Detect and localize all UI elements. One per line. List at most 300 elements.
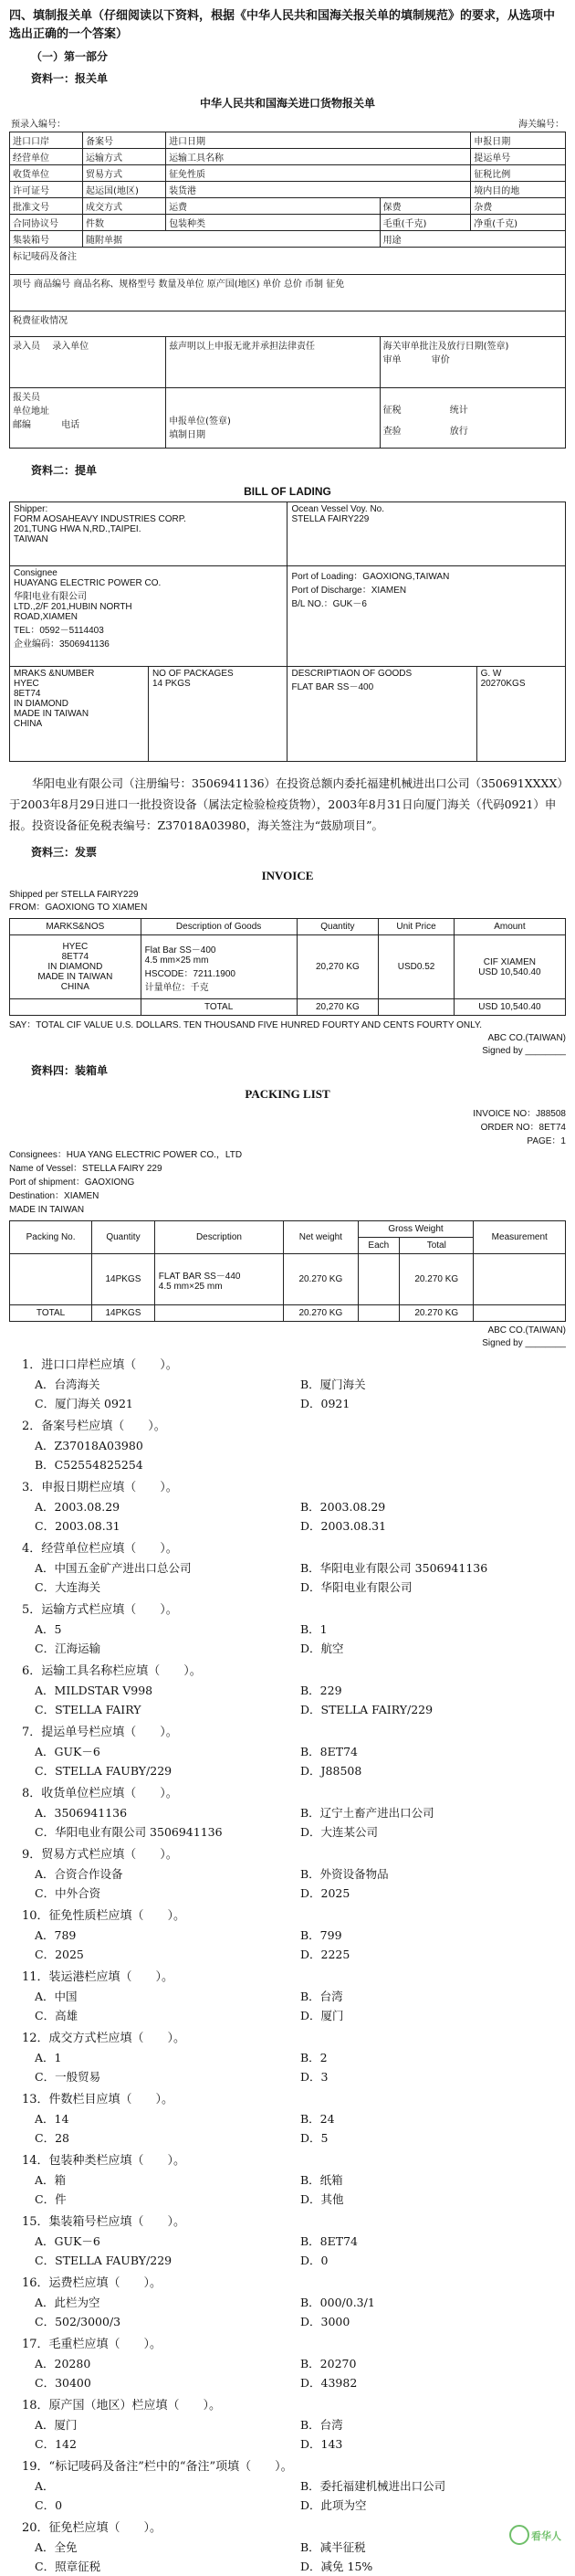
decl-row [10, 198, 566, 215]
answer-option[interactable]: A．3506941136 [35, 1806, 128, 1820]
packing-header: Net weight [284, 1221, 358, 1254]
answer-option[interactable]: D．3000 [300, 2315, 350, 2328]
decl-cell: 批准文号 [10, 198, 83, 215]
packing-header: Quantity [92, 1221, 155, 1254]
approval: 海关审单批注及放行日期(签章) [382, 342, 509, 352]
packing-consignee: Consignees：HUA YANG ELECTRIC POWER CO.，LTD [9, 1150, 243, 1160]
packing-blank [474, 1305, 566, 1322]
bl-shipper-label: Shipper: [14, 504, 48, 514]
answer-option[interactable]: B．2 [300, 2051, 328, 2064]
decl-cell: 成交方式 [83, 198, 166, 215]
question-item [9, 1784, 566, 1842]
answer-option[interactable]: C．28 [35, 2131, 69, 2145]
answer-option[interactable]: D．43982 [300, 2376, 358, 2390]
option-grid [9, 2538, 566, 2576]
answer-option[interactable]: C．30400 [35, 2376, 91, 2390]
answer-option[interactable]: C．STELLA FAUBY/229 [35, 2254, 172, 2267]
decl-cell: 毛重(千克) [380, 215, 471, 231]
answer-option[interactable]: A．厦门 [35, 2418, 78, 2432]
decl-row [10, 165, 566, 182]
option-grid [9, 2170, 566, 2209]
bl-gw-value: 20270KGS [480, 679, 526, 689]
answer-option[interactable]: C．江海运输 [35, 1642, 101, 1655]
answer-option[interactable]: B．厦门海关 [300, 1378, 366, 1391]
decl-row [10, 132, 566, 149]
invoice-header: Quantity [297, 919, 379, 935]
bl-consignee-label: Consignee [14, 568, 58, 578]
answer-option[interactable]: A．合资合作设备 [35, 1867, 123, 1881]
decl-cell: 净重(千克) [471, 215, 566, 231]
answer-option[interactable]: C．142 [35, 2437, 77, 2451]
question-item [9, 2274, 566, 2331]
question-item [9, 1478, 566, 1536]
bl-vessel-value: STELLA FAIRY229 [291, 514, 370, 524]
answer-option[interactable]: C．一般贸易 [35, 2070, 101, 2084]
option-grid [9, 1681, 566, 1719]
packing-total-row [10, 1305, 566, 1322]
answer-option[interactable]: D．2003.08.31 [300, 1519, 387, 1533]
question-text: 5．运输方式栏应填（ ）。 [22, 1603, 178, 1617]
answer-option[interactable]: C．0 [35, 2498, 63, 2512]
bl-marks-label: MRAKS &NUMBER [14, 669, 95, 679]
answer-option[interactable]: B．8ET74 [300, 1745, 359, 1758]
question-text: 1．进口口岸栏应填（ ）。 [22, 1358, 178, 1372]
decl-cell: 申报日期 [471, 132, 566, 149]
question-item [9, 1539, 566, 1597]
bl-gw-label: G. W [480, 669, 502, 679]
decl-cell: 起运国(地区) [83, 182, 166, 198]
invoice-header: Description of Goods [141, 919, 297, 935]
invoice-header-row [10, 919, 566, 935]
decl-cell: 杂费 [471, 198, 566, 215]
invoice-marks: HYEC 8ET74 IN DIAMOND MADE IN TAIWAN CHINA [10, 935, 141, 999]
packing-header: Description [154, 1221, 283, 1254]
answer-option[interactable]: D．0 [300, 2254, 329, 2267]
answer-option[interactable]: B．台湾 [300, 1990, 343, 2003]
part-title: （一）第一部分 [31, 50, 109, 63]
answer-option[interactable]: B．纸箱 [300, 2173, 343, 2187]
decl-marks: 标记唛码及备注 [10, 248, 566, 275]
packing-cell [358, 1254, 400, 1305]
packing-table [9, 1220, 566, 1322]
phone: 电话 [61, 420, 80, 430]
answer-option[interactable]: A．中国 [35, 1990, 78, 2003]
packing-signed: Signed by ________ [482, 1338, 566, 1348]
release: 放行 [449, 427, 468, 437]
unit-address: 单位地址 [13, 406, 49, 417]
question-item [9, 2029, 566, 2086]
question-text: 15．集装箱号栏应填（ ）。 [22, 2215, 186, 2229]
packing-row [10, 1254, 566, 1305]
decl-tax: 税费征收情况 [10, 311, 566, 337]
decl-cell: 保费 [380, 198, 471, 215]
packing-total-gross: 20.270 KG [400, 1305, 474, 1322]
watermark-text: 看华人 [531, 2530, 561, 2542]
answer-option[interactable]: B．委托福建机械进出口公司 [300, 2479, 446, 2493]
answer-option[interactable]: D．其他 [300, 2192, 344, 2206]
declarant: 报关员 [13, 393, 40, 403]
invoice-blank [379, 999, 455, 1016]
answer-option[interactable]: A．20280 [35, 2357, 91, 2370]
packing-header: Gross Weight [358, 1221, 474, 1238]
answer-option[interactable]: D．航空 [300, 1642, 344, 1655]
answer-option[interactable]: D．厦门 [300, 2009, 344, 2022]
material3-title: 资料三：发票 [31, 846, 98, 859]
decl-cell: 用途 [380, 231, 565, 248]
invoice-total-qty: 20,270 KG [297, 999, 379, 1016]
answer-option[interactable]: A．Z37018A03980 [35, 1439, 143, 1452]
invoice-desc: Flat Bar SS－400 4.5 mm×25 mm HSCODE：7211.1900 计量单位：千克 [141, 935, 297, 999]
invoice-total-label: TOTAL [141, 999, 297, 1016]
stats: 统计 [449, 406, 468, 416]
decl-cell: 经营单位 [10, 149, 83, 165]
packing-cell: FLAT BAR SS－440 4.5 mm×25 mm [154, 1254, 283, 1305]
packing-company: ABC CO.(TAIWAN) [487, 1325, 566, 1336]
answer-option[interactable]: D．2225 [300, 1948, 350, 1961]
bl-pkgs [148, 667, 288, 762]
question-item [9, 2090, 566, 2148]
bl-row [10, 566, 566, 667]
answer-option[interactable]: B．台湾 [300, 2418, 343, 2432]
decl-cell [10, 388, 166, 449]
answer-option[interactable]: C．2003.08.31 [35, 1519, 120, 1533]
bl-discharge: Port of Discharge：XIAMEN [291, 586, 407, 596]
question-text: 19．“标记唛码及备注”栏中的“备注”项填（ ）。 [22, 2460, 293, 2474]
answer-option[interactable]: A．2003.08.29 [35, 1500, 120, 1514]
answer-option[interactable]: C．STELLA FAUBY/229 [35, 1764, 172, 1778]
bl-pkgs-value: 14 PKGS [152, 679, 191, 689]
answer-option[interactable]: A．789 [35, 1928, 77, 1942]
answer-option[interactable]: B．20270 [300, 2357, 357, 2370]
answer-option[interactable]: C．STELLA FAIRY [35, 1703, 141, 1716]
answer-option[interactable]: D．减免 15% [300, 2560, 373, 2573]
option-grid [9, 1558, 566, 1597]
invoice-total-amount: USD 10,540.40 [454, 999, 565, 1016]
answer-option[interactable]: D．5 [300, 2131, 329, 2145]
packing-vessel: Name of Vessel：STELLA FAIRY 229 [9, 1164, 162, 1174]
invoice-header: MARKS&NOS [10, 919, 141, 935]
answer-option[interactable]: A．5 [35, 1622, 62, 1636]
decl-cell: 进口日期 [166, 132, 471, 149]
question-item [9, 1845, 566, 1903]
invoice-row [10, 935, 566, 999]
answer-option[interactable]: A．MILDSTAR V998 [35, 1684, 153, 1697]
decl-cell: 集装箱号 [10, 231, 83, 248]
answer-option[interactable]: C．件 [35, 2192, 67, 2206]
decl-cell: 件数 [83, 215, 166, 231]
bl-pkgs-label: NO OF PACKAGES [152, 669, 234, 679]
answer-option[interactable]: B．辽宁土畜产进出口公司 [300, 1806, 434, 1820]
answer-option[interactable]: B．C52554825254 [35, 1458, 143, 1472]
option-grid [9, 2293, 566, 2331]
decl-cell: 运费 [166, 198, 381, 215]
option-grid [9, 1375, 566, 1413]
packing-total-qty: 14PKGS [92, 1305, 155, 1322]
bl-marks [10, 667, 149, 762]
invoice-signed: Signed by ________ [482, 1046, 566, 1056]
audit: 审单 [382, 355, 402, 365]
question-text: 3．申报日期栏应填（ ）。 [22, 1481, 178, 1494]
packing-invoice-no: INVOICE NO：J88508 [473, 1109, 566, 1119]
bl-row [10, 502, 566, 566]
answer-option[interactable]: B．减半征税 [300, 2540, 366, 2554]
decl-cell: 贸易方式 [83, 165, 166, 182]
option-grid [9, 1803, 566, 1842]
answer-option[interactable] [300, 1436, 566, 1455]
answer-option[interactable]: B．华阳电业有限公司 3506941136 [300, 1561, 488, 1575]
answer-option[interactable]: A．1 [35, 2051, 62, 2064]
answer-option[interactable]: D．大连某公司 [300, 1825, 379, 1839]
decl-row [10, 149, 566, 165]
answer-option[interactable]: D．J88508 [300, 1764, 362, 1778]
question-item [9, 2396, 566, 2454]
answer-option[interactable]: B．799 [300, 1928, 342, 1942]
packing-shipment: Port of shipment：GAOXIONG [9, 1177, 135, 1188]
question-item [9, 1968, 566, 2025]
answer-option[interactable]: D．143 [300, 2437, 343, 2451]
question-text: 17．毛重栏应填（ ）。 [22, 2338, 162, 2351]
question-text: 10．征免性质栏应填（ ）。 [22, 1909, 186, 1923]
declaration-title: 中华人民共和国海关进口货物报关单 [199, 97, 375, 110]
answer-option[interactable]: D．0921 [300, 1397, 350, 1410]
option-grid [9, 1620, 566, 1658]
packing-header-row [10, 1221, 566, 1238]
answer-option[interactable]: A． [35, 2479, 55, 2493]
answer-option[interactable]: B．000/0.3/1 [300, 2296, 375, 2309]
entry-clerk: 录入员 [13, 342, 40, 352]
answer-option[interactable]: A．全免 [35, 2540, 78, 2554]
answer-option[interactable]: B．2003.08.29 [300, 1500, 386, 1514]
question-text: 13．件数栏目应填（ ）。 [22, 2093, 174, 2106]
bl-desc [288, 667, 476, 762]
packing-cell: 20.270 KG [400, 1254, 474, 1305]
decl-unit: 申报单位(签章) [169, 417, 231, 427]
packing-page: PAGE：1 [527, 1136, 566, 1146]
material4-title: 资料四：装箱单 [31, 1064, 109, 1077]
bl-consignee-value: HUAYANG ELECTRIC POWER CO. 华阳电业有限公司 LTD.,2/F 201,HUBIN NORTH ROAD,XIAMEN TEL：0592－5114403 企业编码：3506941136 [14, 578, 162, 649]
answer-option[interactable]: B．229 [300, 1684, 342, 1697]
decl-cell: 合同协议号 [10, 215, 83, 231]
invoice-shipped: Shipped per STELLA FAIRY229 [9, 890, 139, 900]
question-item [9, 2518, 566, 2576]
question-item [9, 1600, 566, 1658]
option-grid [9, 1926, 566, 1964]
decl-row [10, 231, 566, 248]
bl-no: B/L NO.：GUK－6 [291, 599, 367, 609]
invoice-company: ABC CO.(TAIWAN) [487, 1033, 566, 1043]
bl-marks-value: HYEC 8ET74 IN DIAMOND MADE IN TAIWAN CHINA [14, 679, 89, 729]
question-item [9, 1906, 566, 1964]
decl-statement: 兹声明以上申报无讹并承担法律责任 [166, 337, 381, 388]
question-text: 4．经营单位栏应填（ ）。 [22, 1542, 178, 1556]
decl-items: 项号 商品编号 商品名称、规格型号 数量及单位 原产国(地区) 单价 总价 币制 征免 [10, 275, 566, 311]
option-grid [9, 1742, 566, 1780]
invoice-price: USD0.52 [379, 935, 455, 999]
answer-option[interactable]: D．华阳电业有限公司 [300, 1580, 413, 1594]
decl-row [10, 275, 566, 311]
packing-blank [358, 1305, 400, 1322]
answer-option[interactable]: C．华阳电业有限公司 3506941136 [35, 1825, 223, 1839]
invoice-amount: CIF XIAMEN USD 10,540.40 [454, 935, 565, 999]
question-item [9, 2151, 566, 2209]
decl-row [10, 182, 566, 198]
packing-cell [10, 1254, 92, 1305]
decl-cell [380, 337, 565, 388]
entry-unit: 录入单位 [52, 342, 89, 352]
decl-cell: 运输方式 [83, 149, 166, 165]
material1-title: 资料一：报关单 [31, 72, 109, 85]
question-text: 2．备案号栏应填（ ）。 [22, 1420, 166, 1433]
bl-vessel [288, 502, 566, 566]
declaration-top [9, 116, 566, 132]
decl-cell: 备案号 [83, 132, 166, 149]
packing-title: PACKING LIST [245, 1087, 330, 1101]
bl-consignee [10, 566, 288, 667]
question-list [9, 1356, 566, 2576]
question-text: 8．收货单位栏应填（ ）。 [22, 1787, 178, 1800]
invoice-title: INVOICE [261, 869, 314, 882]
decl-cell: 收货单位 [10, 165, 83, 182]
packing-cell: 14PKGS [92, 1254, 155, 1305]
question-text: 6．运输工具名称栏应填（ ）。 [22, 1664, 202, 1678]
decl-cell: 进口口岸 [10, 132, 83, 149]
option-grid [9, 2109, 566, 2148]
packing-made: MADE IN TAIWAN [9, 1205, 85, 1215]
bl-table [9, 501, 566, 762]
answer-option[interactable]: B．8ET74 [300, 2234, 359, 2248]
bl-desc-value: FLAT BAR SS－400 [291, 682, 374, 692]
decl-cell: 征税比例 [471, 165, 566, 182]
option-grid [9, 2476, 566, 2515]
option-grid [9, 1436, 566, 1474]
bl-row [10, 667, 566, 762]
answer-option[interactable]: B．1 [300, 1622, 328, 1636]
answer-option[interactable]: C．高雄 [35, 2009, 78, 2022]
packing-subheader: Each [358, 1238, 400, 1254]
decl-cell: 提运单号 [471, 149, 566, 165]
bl-ports [288, 566, 566, 667]
watermark-logo [509, 2523, 562, 2549]
answer-option[interactable]: A．中国五金矿产进出口总公司 [35, 1561, 192, 1575]
option-grid [9, 1497, 566, 1536]
question-item [9, 2335, 566, 2392]
decl-row [10, 311, 566, 337]
decl-cell: 装货港 [166, 182, 471, 198]
invoice-header: Unit Price [379, 919, 455, 935]
answer-option[interactable]: D．此项为空 [300, 2498, 367, 2512]
answer-option[interactable] [300, 1455, 566, 1474]
question-text: 9．贸易方式栏应填（ ）。 [22, 1848, 178, 1862]
question-text: 11．装运港栏应填（ ）。 [22, 1970, 174, 1984]
declaration-form [9, 132, 566, 449]
bl-vessel-label: Ocean Vessel Voy. No. [291, 504, 385, 514]
answer-option[interactable]: D．2025 [300, 1886, 350, 1900]
answer-option[interactable]: D．3 [300, 2070, 329, 2084]
case-paragraph: 华阳电业有限公司（注册编号：3506941136）在投资总额内委托福建机械进出口公司（350691XXXX）于2003年8月29日进口一批投资设备（属法定检验检疫货物），2003年8月31日向厦门海关（代码0921）申报。投资设备征免税表编号：Z37018A03980，海关签注为“鼓励项目”。 [9, 776, 563, 832]
packing-total-net: 20.270 KG [284, 1305, 358, 1322]
section-title: 四、填制报关单（仔细阅读以下资料，根据《中华人民共和国海关报关单的填制规范》的要求，从选项中选出正确的一个答案） [9, 9, 556, 41]
packing-cell [474, 1254, 566, 1305]
answer-option[interactable]: A．台湾海关 [35, 1378, 100, 1391]
bl-title: BILL OF LADING [244, 485, 331, 498]
decl-cell: 包装种类 [166, 215, 381, 231]
answer-option[interactable]: B．24 [300, 2112, 335, 2126]
postcode: 邮编 [13, 420, 31, 430]
answer-option[interactable]: C．厦门海关 0921 [35, 1397, 133, 1410]
packing-subheader: Total [400, 1238, 474, 1254]
decl-cell: 征免性质 [166, 165, 471, 182]
option-grid [9, 2232, 566, 2270]
bl-shipper-value: FORM AOSAHEAVY INDUSTRIES CORP. 201,TUNG HWA N,RD.,TAIPEI. TAIWAN [14, 514, 186, 544]
question-text: 12．成交方式栏应填（ ）。 [22, 2032, 186, 2045]
bl-shipper [10, 502, 288, 566]
invoice-header: Amount [454, 919, 565, 935]
question-item [9, 2212, 566, 2270]
answer-option[interactable]: C．中外合资 [35, 1886, 101, 1900]
question-item [9, 2457, 566, 2515]
watermark-ring-icon [509, 2525, 529, 2545]
inspect: 查验 [382, 427, 402, 437]
packing-total-label: TOTAL [10, 1305, 92, 1322]
decl-row [10, 215, 566, 231]
answer-option[interactable]: A．GUK－6 [35, 2234, 100, 2248]
question-item [9, 1356, 566, 1413]
option-grid [9, 1987, 566, 2025]
decl-row [10, 337, 566, 388]
option-grid [9, 2048, 566, 2086]
customs-no: 海关编号： [518, 120, 564, 130]
answer-option[interactable]: A．此栏为空 [35, 2296, 100, 2309]
invoice-say: SAY：TOTAL CIF VALUE U.S. DOLLARS. TEN THOUSAND FIVE HUNRED FOURTY AND CENTS FOURTY ONLY. [9, 1020, 483, 1030]
answer-option[interactable]: C．照章征税 [35, 2560, 101, 2573]
question-item [9, 1417, 566, 1474]
decl-cell [10, 337, 166, 388]
question-item [9, 1723, 566, 1780]
decl-row [10, 248, 566, 275]
answer-option[interactable]: A．14 [35, 2112, 69, 2126]
answer-option[interactable]: C．2025 [35, 1948, 84, 1961]
option-grid [9, 2415, 566, 2454]
pre-entry-no: 预录入编号： [11, 120, 66, 130]
answer-option[interactable]: C．502/3000/3 [35, 2315, 121, 2328]
invoice-table [9, 918, 566, 1016]
answer-option[interactable]: C．大连海关 [35, 1580, 101, 1594]
question-text: 14．包装种类栏应填（ ）。 [22, 2154, 186, 2168]
fill-date: 填制日期 [169, 430, 206, 440]
answer-option[interactable]: B．外资设备物品 [300, 1867, 389, 1881]
bl-loading: Port of Loading：GAOXIONG,TAIWAN [291, 572, 450, 582]
answer-option[interactable]: A．GUK－6 [35, 1745, 100, 1758]
invoice-qty: 20,270 KG [297, 935, 379, 999]
answer-option[interactable]: A．箱 [35, 2173, 67, 2187]
decl-cell: 境内目的地 [471, 182, 566, 198]
bl-desc-label: DESCRIPTIAON OF GOODS [291, 669, 413, 679]
invoice-blank [10, 999, 141, 1016]
decl-cell [380, 388, 565, 449]
packing-header: Packing No. [10, 1221, 92, 1254]
option-grid [9, 1864, 566, 1903]
invoice-from: FROM：GAOXIONG TO XIAMEN [9, 903, 148, 913]
decl-cell: 随附单据 [83, 231, 381, 248]
decl-cell: 许可证号 [10, 182, 83, 198]
decl-cell: 运输工具名称 [166, 149, 471, 165]
packing-destination: Destination：XIAMEN [9, 1191, 99, 1201]
packing-order-no: ORDER NO：8ET74 [480, 1123, 566, 1133]
answer-option[interactable]: D．STELLA FAIRY/229 [300, 1703, 434, 1716]
packing-header: Measurement [474, 1221, 566, 1254]
option-grid [9, 2354, 566, 2392]
packing-cell: 20.270 KG [284, 1254, 358, 1305]
